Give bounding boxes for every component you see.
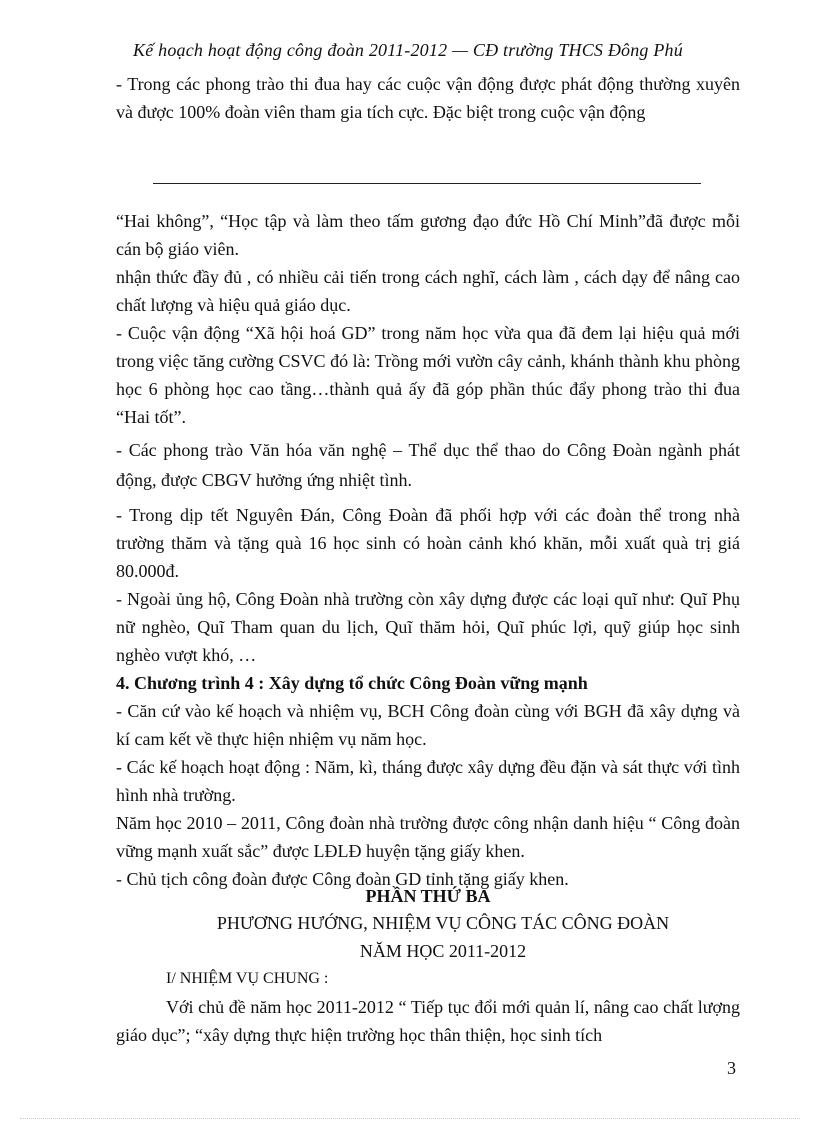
divider-line	[153, 183, 701, 184]
paragraph-nhan-thuc: nhận thức đầy đủ , có nhiều cải tiến trong cách nghĩ, cách làm , cách dạy để nâng cao chất lượng và hiệu quả giáo dục.	[116, 267, 740, 315]
top-block	[116, 70, 740, 126]
program4-item: - Các kế hoạch hoạt động : Năm, kì, tháng được xây dựng đều đặn và sát thực với tình hình nhà trường.	[116, 757, 740, 805]
part3-block	[116, 883, 740, 1049]
program4-item: - Căn cứ vào kế hoạch và nhiệm vụ, BCH Công đoàn cùng với BGH đã xây dựng và kí cam kết về thực hiện nhiệm vụ năm học.	[116, 701, 740, 749]
page-header: Kế hoạch hoạt động công đoàn 2011-2012 — CĐ trường THCS Đông Phú	[133, 40, 683, 60]
part3-intro: Với chủ đề năm học 2011-2012 “ Tiếp tục đổi mới quản lí, nâng cao chất lượng giáo dục”; “xây dựng thực hiện trường học thân thiện, học sinh tích	[116, 997, 740, 1045]
part3-year: NĂM HỌC 2011-2012	[359, 941, 527, 961]
paragraph-xa-hoi-hoa: - Cuộc vận động “Xã hội hoá GD” trong năm học vừa qua đã đem lại hiệu quả mới trong việc tăng cường CSVC đó là: Trồng mới vườn cây cảnh, khánh thành khu phòng học 6 phòng học cao tầng…thành quả ấy đã góp phần thúc đẩy phong trào thi đua “Hai tốt”.	[116, 323, 740, 427]
paragraph-quy: - Ngoài ủng hộ, Công Đoàn nhà trường còn xây dựng được các loại quĩ như: Quĩ Phụ nữ nghèo, Quĩ Tham quan du lịch, Quĩ thăm hỏi, Quĩ phúc lợi, quỹ giúp học sinh nghèo vượt khó, …	[116, 589, 740, 665]
program4-item: Năm học 2010 – 2011, Công đoàn nhà trường được công nhận danh hiệu “ Công đoàn vững mạnh xuất sắc” được LĐLĐ huyện tặng giấy khen.	[116, 813, 740, 861]
page-number: 3	[727, 1058, 736, 1078]
program4-heading: 4. Chương trình 4 : Xây dựng tổ chức Công Đoàn vững mạnh	[116, 673, 588, 693]
part3-subtitle: PHƯƠNG HƯỚNG, NHIỆM VỤ CÔNG TÁC CÔNG ĐOÀN	[216, 913, 670, 933]
paragraph-van-hoa: - Các phong trào Văn hóa văn nghệ – Thể dục thể thao do Công Đoàn ngành phát động, được CBGV hưởng ứng nhiệt tình.	[116, 440, 740, 490]
part3-title: PHẦN THỨ BA	[365, 886, 491, 906]
main-block	[116, 207, 740, 893]
section-label: I/ NHIỆM VỤ CHUNG :	[166, 970, 329, 987]
paragraph-tet: - Trong dịp tết Nguyên Đán, Công Đoàn đã phối hợp với các đoàn thể trong nhà trường thăm và tặng quà 16 học sinh có hoàn cảnh khó khăn, mỗi xuất quà trị giá 80.000đ.	[116, 505, 740, 581]
program4-item: - Chủ tịch công đoàn được Công đoàn GD tỉnh tặng giấy khen.	[116, 869, 569, 889]
page-bottom-border	[20, 1118, 800, 1119]
paragraph-hai-khong: “Hai không”, “Học tập và làm theo tấm gương đạo đức Hồ Chí Minh”đã được mỗi cán bộ giáo viên.	[116, 211, 740, 259]
top-paragraph: - Trong các phong trào thi đua hay các cuộc vận động được phát động thường xuyên và được 100% đoàn viên tham gia tích cực. Đặc biệt trong cuộc vận động	[116, 74, 740, 122]
